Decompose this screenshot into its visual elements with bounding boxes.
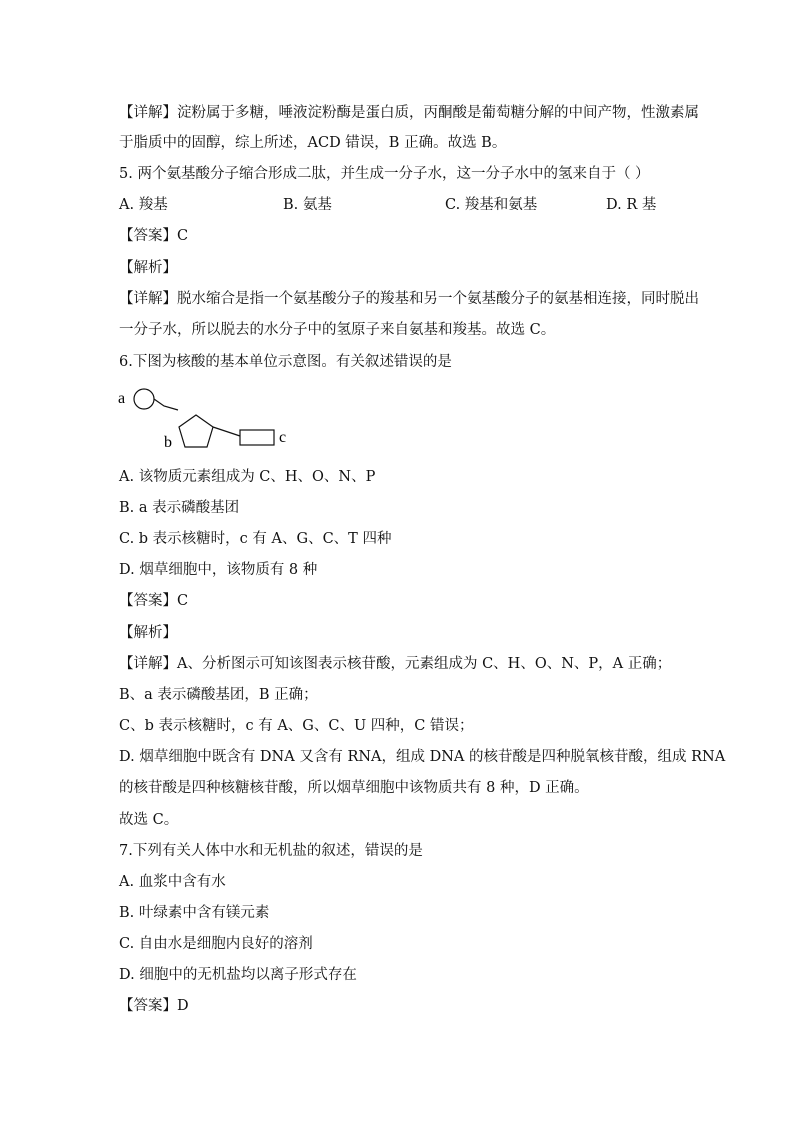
q6-detail-line-4: D. 烟草细胞中既含有 DNA 又含有 RNA，组成 DNA 的核苷酸是四种脱氧核苷酸，组成 RNA — [119, 749, 726, 765]
q6-detail-line-3: C、b 表示核糖时，c 有 A、G、C、U 四种，C 错误； — [119, 718, 474, 734]
phosphate-link — [154, 399, 178, 410]
q6-detail-line-1: 【详解】A、分析图示可知该图表示核苷酸，元素组成为 C、H、O、N、P，A 正确； — [119, 656, 672, 672]
q4-detail-line-1: 【详解】淀粉属于多糖，唾液淀粉酶是蛋白质，丙酮酸是葡萄糖分解的中间产物，性激素属 — [119, 105, 699, 121]
q5-option-b: B. 氨基 — [283, 197, 332, 213]
q5-stem: 5. 两个氨基酸分子缩合形成二肽，并生成一分子水，这一分子水中的氢来自于（ ） — [119, 166, 650, 182]
q7-option-c: C. 自由水是细胞内良好的溶剂 — [119, 936, 313, 952]
q5-option-a: A. 羧基 — [119, 197, 168, 213]
label-a: a — [118, 390, 126, 407]
q7-stem: 7.下列有关人体中水和无机盐的叙述，错误的是 — [119, 843, 423, 859]
q6-stem: 6.下图为核酸的基本单位示意图。有关叙述错误的是 — [119, 354, 452, 370]
phosphate-circle — [134, 389, 154, 409]
q5-option-c: C. 羧基和氨基 — [445, 197, 538, 213]
q6-analysis-label: 【解析】 — [119, 625, 177, 641]
q5-analysis-label: 【解析】 — [119, 260, 177, 276]
q5-detail-line-2: 一分子水，所以脱去的水分子中的氢原子来自氨基和羧基。故选 C。 — [119, 322, 556, 338]
base-rectangle — [240, 430, 274, 445]
pentose-pentagon — [179, 415, 213, 447]
q6-option-c: C. b 表示核糖时，c 有 A、G、C、T 四种 — [119, 531, 392, 547]
label-c: c — [279, 429, 287, 446]
q6-option-b: B. a 表示磷酸基团 — [119, 500, 240, 516]
nucleotide-diagram — [112, 382, 302, 452]
q6-option-d: D. 烟草细胞中，该物质有 8 种 — [119, 562, 318, 578]
q6-conclusion: 故选 C。 — [119, 812, 179, 828]
q6-option-a: A. 该物质元素组成为 C、H、O、N、P — [119, 469, 376, 485]
nucleotide-diagram-svg — [112, 382, 302, 452]
q5-detail-line-1: 【详解】脱水缩合是指一个氨基酸分子的羧基和另一个氨基酸分子的氨基相连接，同时脱出 — [119, 291, 699, 307]
q7-option-a: A. 血浆中含有水 — [119, 874, 226, 890]
label-b: b — [164, 434, 172, 451]
q6-detail-line-2: B、a 表示磷酸基团，B 正确； — [119, 687, 318, 703]
base-link — [213, 427, 240, 436]
q7-option-d: D. 细胞中的无机盐均以离子形式存在 — [119, 967, 357, 983]
q6-detail-line-5: 的核苷酸是四种核糖核苷酸，所以烟草细胞中该物质共有 8 种，D 正确。 — [119, 780, 589, 796]
q5-answer: 【答案】C — [119, 228, 189, 244]
q6-answer: 【答案】C — [119, 593, 189, 609]
q5-option-d: D. R 基 — [606, 197, 657, 213]
q7-answer: 【答案】D — [119, 998, 189, 1014]
q4-detail-line-2: 于脂质中的固醇，综上所述，ACD 错误，B 正确。故选 B。 — [119, 135, 507, 151]
q7-option-b: B. 叶绿素中含有镁元素 — [119, 905, 270, 921]
